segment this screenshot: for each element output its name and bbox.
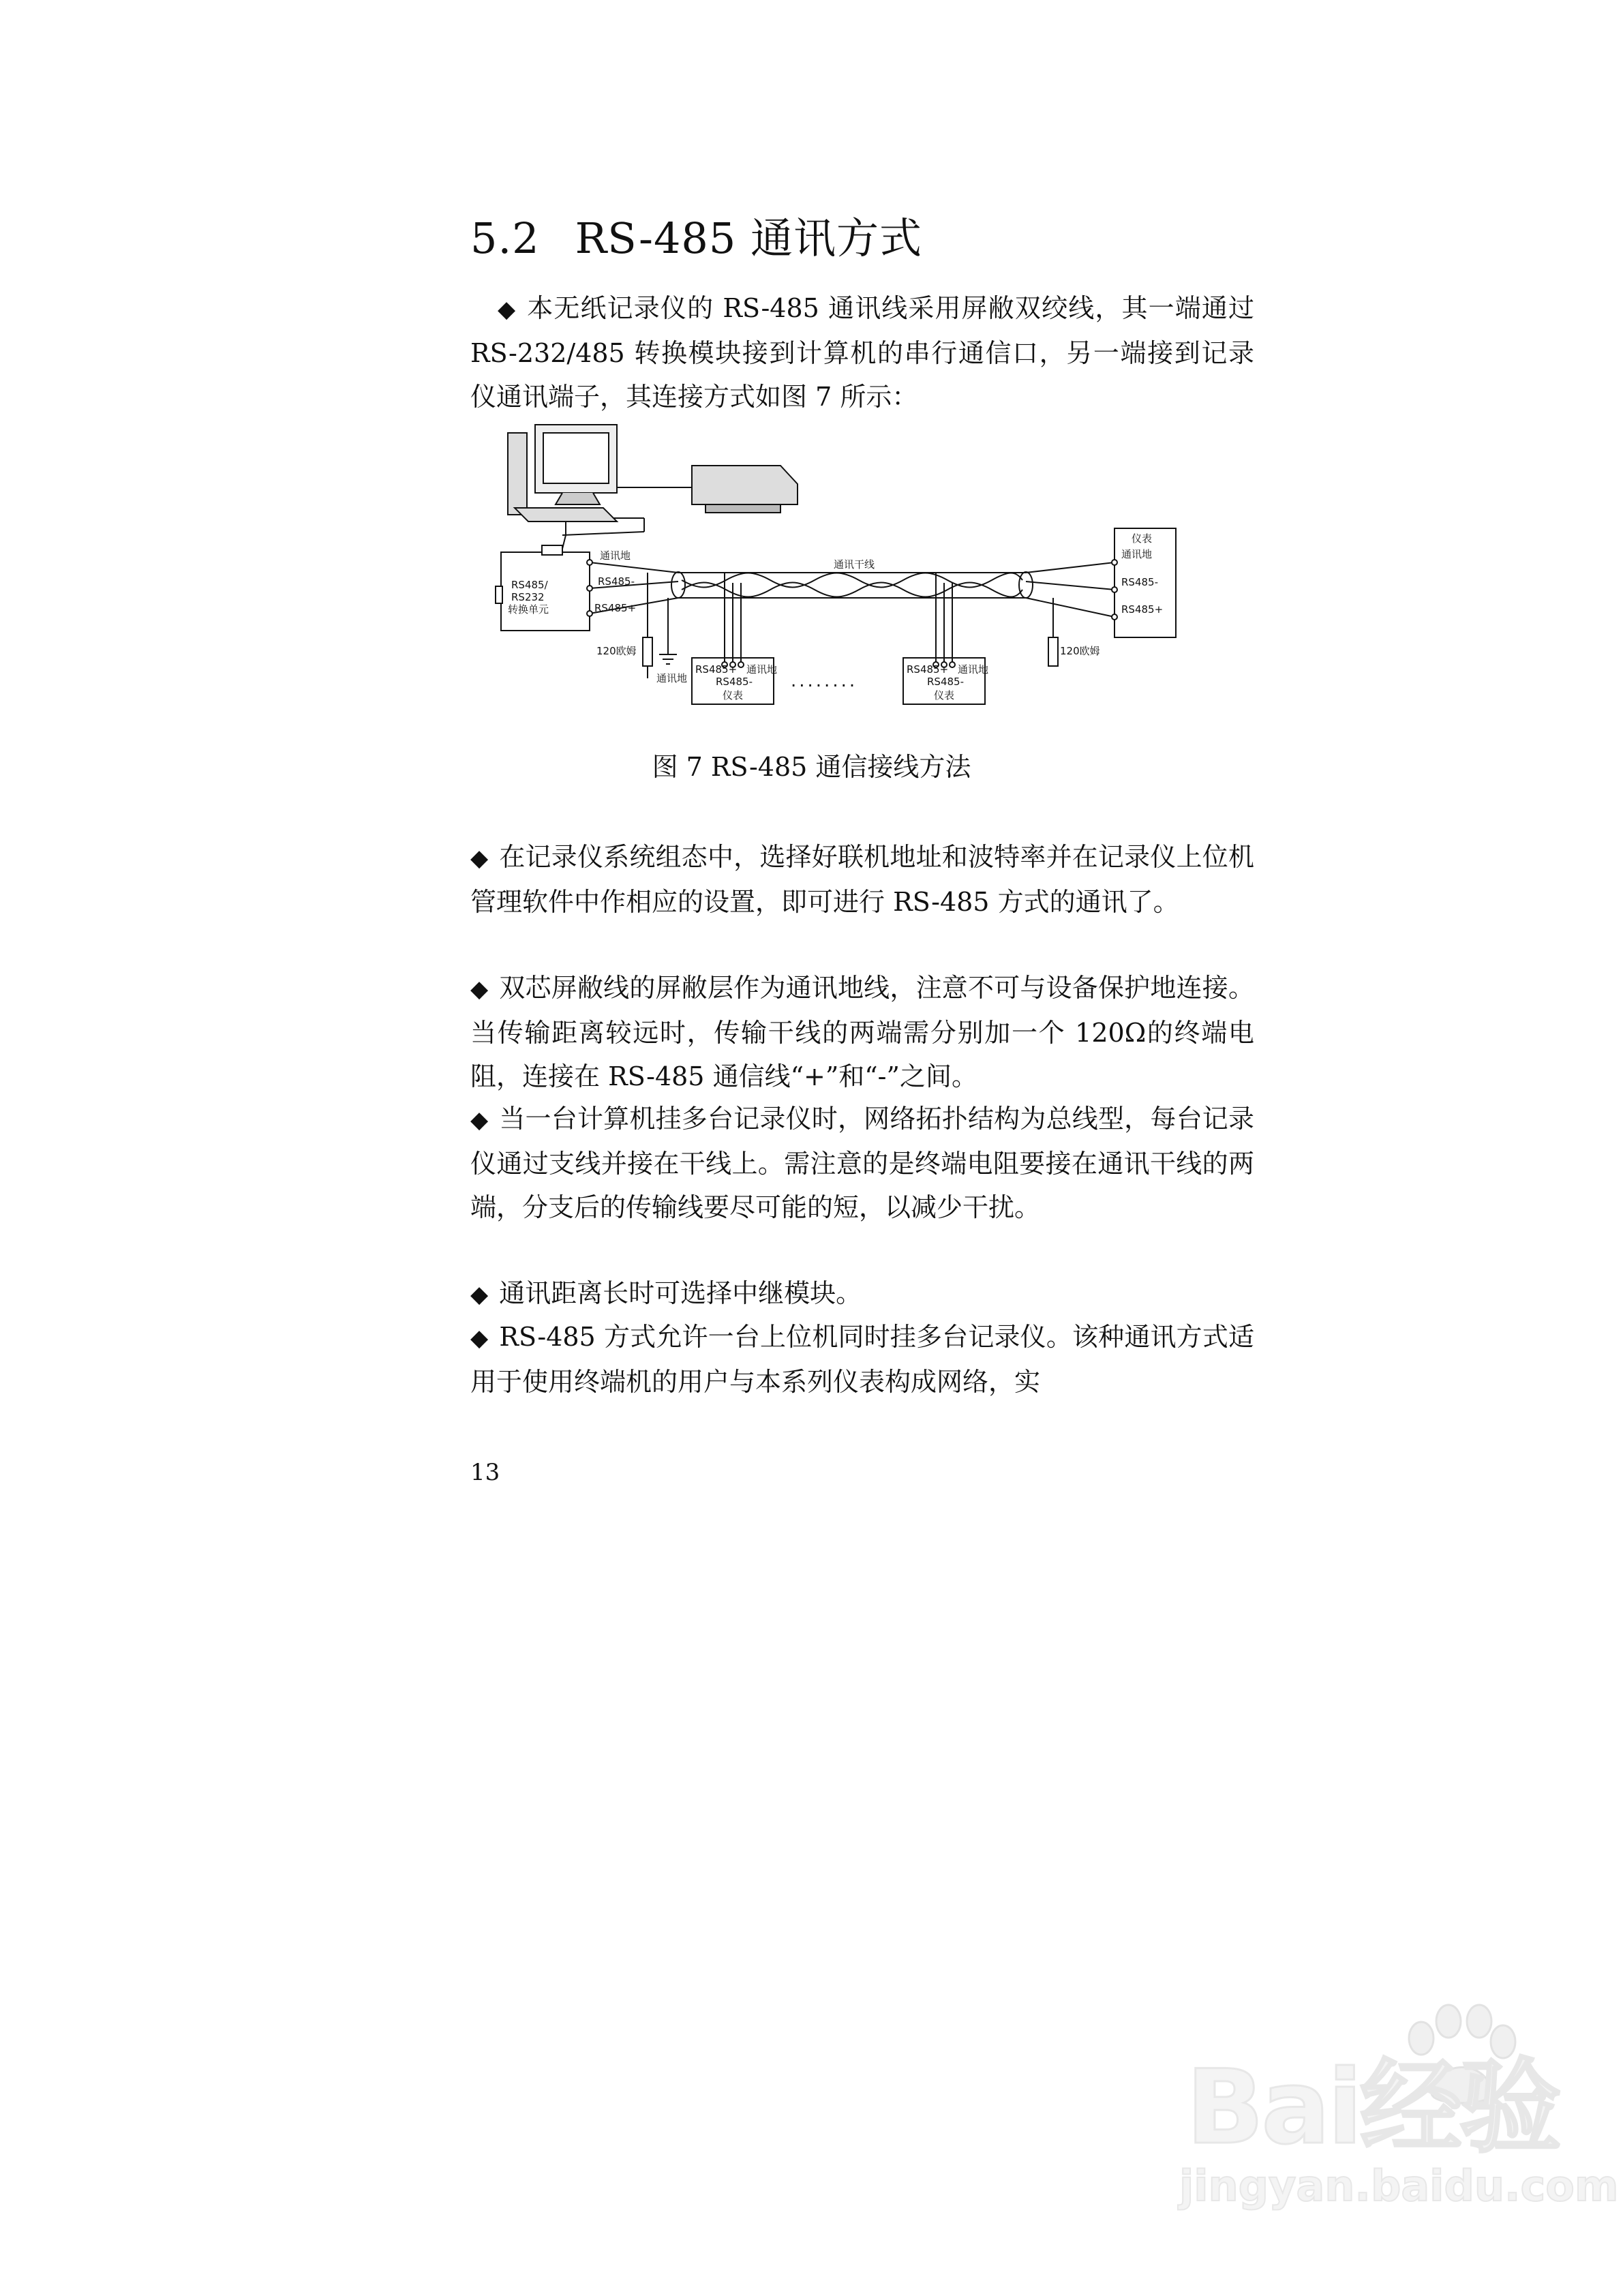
bullet-icon: ◆ — [498, 296, 517, 323]
section-number: 5.2 — [470, 213, 540, 263]
converter-label-2: RS232 — [511, 591, 545, 603]
trunk-label: 通讯干线 — [834, 558, 875, 571]
left-comm-ground-label: 通讯地 — [600, 549, 631, 562]
converter-label-3: 转换单元 — [508, 603, 549, 616]
right-comm-ground-label: 通讯地 — [1121, 548, 1153, 560]
paragraph-2: ◆ 在记录仪系统组态中，选择好联机地址和波特率并在记录仪上位机管理软件中作相应的设置，即可进行 RS-485 方式的通讯了。 — [470, 842, 1254, 917]
paragraph-3: ◆ 双芯屏敝线的屏敝层作为通讯地线，注意不可与设备保护地连接。当传输距离较远时，传输干线的两端需分别加一个 120Ω的终端电阻，连接在 RS-485 通信线“+”和“-”之间。 — [470, 973, 1254, 1091]
resistor-right-icon — [1048, 637, 1058, 666]
ground-label: 通讯地 — [656, 672, 688, 684]
right-resistor-label: 120欧姆 — [1060, 645, 1100, 657]
bullet-icon: ◆ — [470, 845, 489, 872]
meter1-rs485-plus: RS485+ — [695, 663, 738, 676]
paragraph-5: ◆ 通讯距离长时可选择中继模块。 — [470, 1278, 862, 1308]
bullet-icon: ◆ — [470, 1106, 489, 1134]
meter2-rs485-plus: RS485+ — [907, 663, 949, 676]
meter2-label: 仪表 — [934, 689, 955, 701]
page-number: 13 — [470, 1459, 500, 1486]
meter2-comm-ground: 通讯地 — [958, 663, 989, 676]
bullet-icon: ◆ — [470, 1281, 489, 1308]
meter1-label: 仪表 — [723, 689, 744, 701]
computer-tower-icon — [508, 433, 527, 515]
paragraph-4: ◆ 当一台计算机挂多台记录仪时，网络拓扑结构为总线型，每台记录仪通过支线并接在干线上。需注意的是终端电阻要接在通讯干线的两端，分支后的传输线要尽可能的短，以减少干扰。 — [470, 1104, 1254, 1222]
right-rs485-plus-label: RS485+ — [1121, 603, 1164, 616]
bullet-icon: ◆ — [470, 1325, 489, 1352]
watermark-url: jingyan.baidu.com — [1179, 2161, 1619, 2211]
watermark-brand: Bai经验 — [1186, 2049, 1559, 2167]
paragraph-1: ◆ 本无纸记录仪的 RS-485 通讯线采用屏敝双绞线，其一端通过 RS-232/485 转换模块接到计算机的串行通信口，另一端接到记录仪通讯端子，其连接方式如图 7 所示： — [470, 293, 1254, 412]
converter-label-1: RS485/ — [511, 579, 548, 591]
left-rs485-plus-label: RS485+ — [594, 602, 637, 614]
resistor-left-icon — [643, 637, 652, 666]
bullet-icon: ◆ — [470, 976, 489, 1003]
section-heading — [470, 205, 922, 273]
left-resistor-label: 120欧姆 — [596, 645, 637, 657]
left-rs485-minus-label: RS485- — [598, 575, 635, 588]
paragraph-6: ◆ RS-485 方式允许一台上位机同时挂多台记录仪。该种通讯方式适用于使用终端机的用户与本系列仪表构成网络，实 — [470, 1322, 1254, 1397]
figure-caption: 图 7 RS-485 通信接线方法 — [652, 752, 971, 782]
section-title: RS-485 通讯方式 — [575, 213, 923, 263]
meter1-rs485-minus: RS485- — [716, 676, 753, 688]
right-rs485-minus-label: RS485- — [1121, 576, 1158, 588]
baidu-watermark — [1145, 1997, 1619, 2229]
printer-icon — [692, 466, 798, 504]
keyboard-icon — [515, 508, 617, 522]
ellipsis-dots: ........ — [791, 671, 858, 691]
wiring-diagram — [481, 419, 1230, 726]
right-meter-label: 仪表 — [1132, 532, 1153, 545]
meter1-comm-ground: 通讯地 — [746, 663, 778, 676]
meter2-rs485-minus: RS485- — [927, 676, 964, 688]
